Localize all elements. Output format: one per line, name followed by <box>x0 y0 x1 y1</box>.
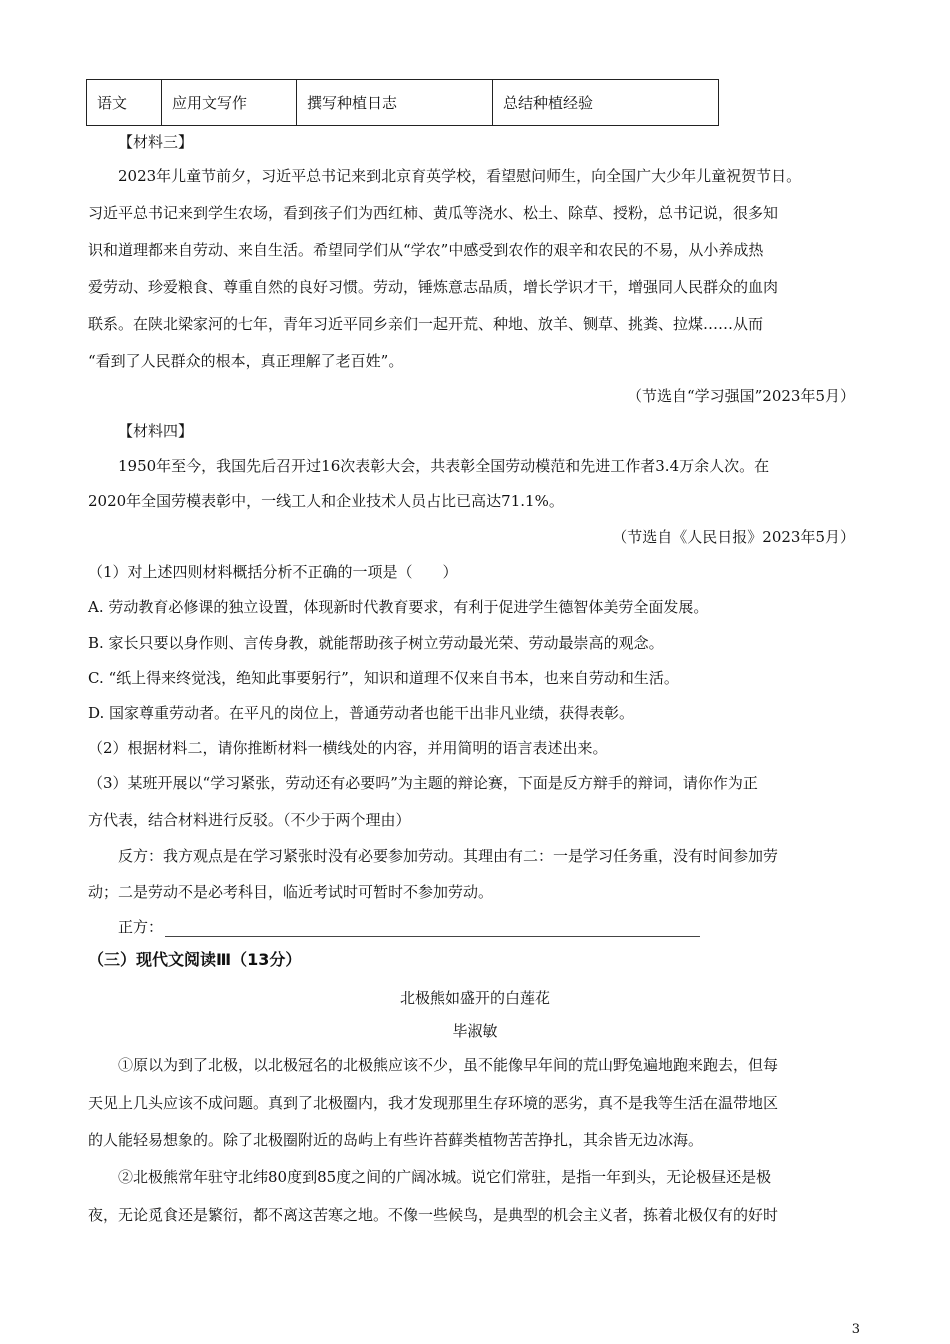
question-3-line: 方代表，结合材料进行反驳。（不少于两个理由） <box>88 811 411 829</box>
con-argument-line: 反方：我方观点是在学习紧张时没有必要参加劳动。其理由有二：一是学习任务重，没有时间参加劳 <box>118 847 779 865</box>
paragraph-line: ①原以为到了北极，以北极冠名的北极熊应该不少，虽不能像早年间的荒山野兔遍地跑来跑去，但每 <box>118 1056 779 1074</box>
table-cell: 应用文写作 <box>162 80 297 126</box>
option-a: A. 劳动教育必修课的独立设置，体现新时代教育要求，有利于促进学生德智体美劳全面发展。 <box>88 598 709 616</box>
material3-line: “看到了人民群众的根本，真正理解了老百姓”。 <box>88 352 404 370</box>
table-cell: 撰写种植日志 <box>297 80 493 126</box>
paragraph-line: 的人能轻易想象的。除了北极圈附近的岛屿上有些许苔藓类植物苦苦挣扎，其余皆无边冰海。 <box>88 1131 704 1149</box>
question-2: （2）根据材料二，请你推断材料一横线处的内容，并用简明的语言表述出来。 <box>88 739 608 757</box>
option-b: B. 家长只要以身作则、言传身教，就能帮助孩子树立劳动最光荣、劳动最崇高的观念。 <box>88 634 664 652</box>
pro-answer-line <box>118 917 700 937</box>
pro-label: 正方： <box>118 918 164 936</box>
material3-line: 识和道理都来自劳动、来自生活。希望同学们从“学农”中感受到农作的艰辛和农民的不易，从小养成热 <box>88 241 764 259</box>
paragraph-line: ②北极熊常年驻守北纬80度到85度之间的广阔冰城。说它们常驻，是指一年到头，无论极昼还是极 <box>118 1168 772 1186</box>
answer-blank[interactable] <box>165 922 700 937</box>
material4-heading: 【材料四】 <box>118 422 194 440</box>
paragraph-line: 夜，无论觅食还是繁衍，都不离这苦寒之地。不像一些候鸟，是典型的机会主义者，拣着北极仅有的好时 <box>88 1206 779 1224</box>
material4-line: 2020年全国劳模表彰中，一线工人和企业技术人员占比已高达71.1%。 <box>88 492 564 510</box>
paragraph-line: 天见上几头应该不成问题。真到了北极圈内，我才发现那里生存环境的恶劣，真不是我等生活在温带地区 <box>88 1094 779 1112</box>
table-row <box>87 80 719 126</box>
material3-line: 习近平总书记来到学生农场，看到孩子们为西红柿、黄瓜等浇水、松土、除草、授粉，总书记说，很多知 <box>88 204 779 222</box>
material3-line: 联系。在陕北梁家河的七年，青年习近平同乡亲们一起开荒、种地、放羊、铡草、挑粪、拉煤……从而 <box>88 315 764 333</box>
table-cell: 总结种植经验 <box>493 80 719 126</box>
question-1: （1）对上述四则材料概括分析不正确的一项是（ ） <box>88 563 458 581</box>
article-author: 毕淑敏 <box>452 1022 498 1040</box>
question-3-line: （3）某班开展以“学习紧张，劳动还有必要吗”为主题的辩论赛，下面是反方辩手的辩词，请你作为正 <box>88 774 758 792</box>
section-heading: （三）现代文阅读Ⅲ（13分） <box>88 950 302 969</box>
material3-source: （节选自“学习强国”2023年5月） <box>626 387 855 405</box>
material3-line: 2023年儿童节前夕，习近平总书记来到北京育英学校，看望慰问师生，向全国广大少年儿童祝贺节日。 <box>118 167 802 185</box>
con-argument-line: 动；二是劳动不是必考科目，临近考试时可暂时不参加劳动。 <box>88 883 494 901</box>
option-c: C. “纸上得来终觉浅，绝知此事要躬行”，知识和道理不仅来自书本，也来自劳动和生活。 <box>88 669 679 687</box>
material3-line: 爱劳动、珍爱粮食、尊重自然的良好习惯。劳动，锤炼意志品质，增长学识才干，增强同人民群众的血肉 <box>88 278 779 296</box>
table-cell: 语文 <box>87 80 162 126</box>
material3-heading: 【材料三】 <box>118 133 194 151</box>
option-d: D. 国家尊重劳动者。在平凡的岗位上，普通劳动者也能干出非凡业绩，获得表彰。 <box>88 704 635 722</box>
article-title: 北极熊如盛开的白莲花 <box>399 989 550 1007</box>
summary-table <box>86 79 719 126</box>
page-number: 3 <box>851 1322 860 1337</box>
material4-line: 1950年至今，我国先后召开过16次表彰大会，共表彰全国劳动模范和先进工作者3.4万余人次。在 <box>118 457 770 475</box>
material4-source: （节选自《人民日报》2023年5月） <box>612 528 855 546</box>
